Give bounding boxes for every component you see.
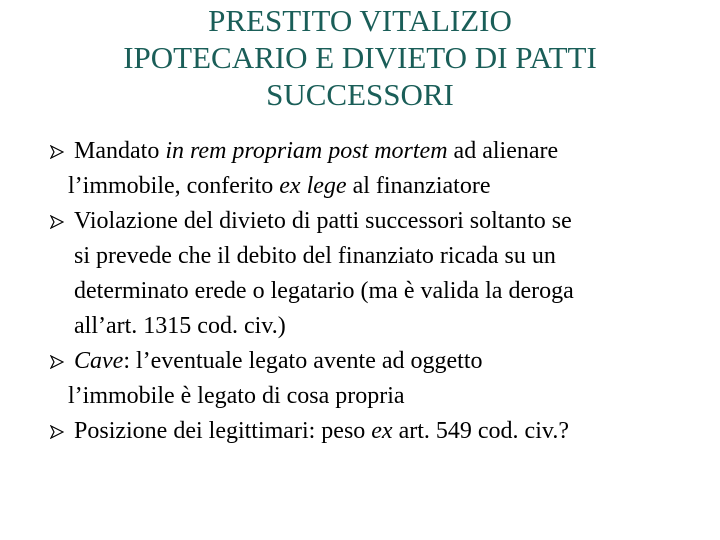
- text-run: : l’eventuale legato avente ad oggetto: [123, 348, 483, 374]
- bullet-item-mandato: [0, 134, 720, 204]
- bullet-line: [74, 414, 710, 449]
- text-run: al finanziatore: [346, 173, 491, 199]
- bullet-item-violazione: [0, 204, 720, 344]
- arrow-bullet-icon: [50, 145, 64, 159]
- italic-text-run: ex: [371, 418, 393, 444]
- arrow-bullet-icon: [50, 215, 64, 229]
- bullet-line: l’immobile è legato di cosa propria: [68, 383, 405, 409]
- bullet-line: [68, 169, 710, 204]
- arrow-bullet-icon: [50, 425, 64, 439]
- italic-text-run: ex lege: [279, 173, 347, 199]
- bullet-item-legittimari: [0, 414, 720, 449]
- text-run: Posizione dei legittimari: peso: [74, 418, 372, 444]
- text-run: l’immobile, conferito: [68, 173, 280, 199]
- arrow-bullet-icon: [50, 355, 64, 369]
- bullet-line: si prevede che il debito del finanziato ricada su un: [74, 243, 556, 269]
- bullet-line: determinato erede o legatario (ma è valida la deroga: [74, 278, 574, 304]
- bullet-item-cave: [0, 344, 720, 414]
- italic-text-run: Cave: [74, 348, 124, 374]
- text-run: art. 549 cod. civ.?: [392, 418, 569, 444]
- bullet-line: Violazione del divieto di patti successori soltanto se: [74, 208, 572, 234]
- text-run: Mandato: [74, 138, 166, 164]
- bullet-line: [74, 134, 710, 169]
- title-line-1: PRESTITO VITALIZIO: [208, 3, 512, 38]
- italic-text-run: in rem propriam post mortem: [165, 138, 448, 164]
- bullet-line: [74, 344, 710, 379]
- slide-title: [20, 2, 700, 113]
- bullet-list: [0, 134, 720, 449]
- title-line-3: SUCCESSORI: [266, 77, 454, 112]
- text-run: ad alienare: [447, 138, 559, 164]
- bullet-line: all’art. 1315 cod. civ.): [74, 313, 286, 339]
- title-line-2: IPOTECARIO E DIVIETO DI PATTI: [123, 40, 597, 75]
